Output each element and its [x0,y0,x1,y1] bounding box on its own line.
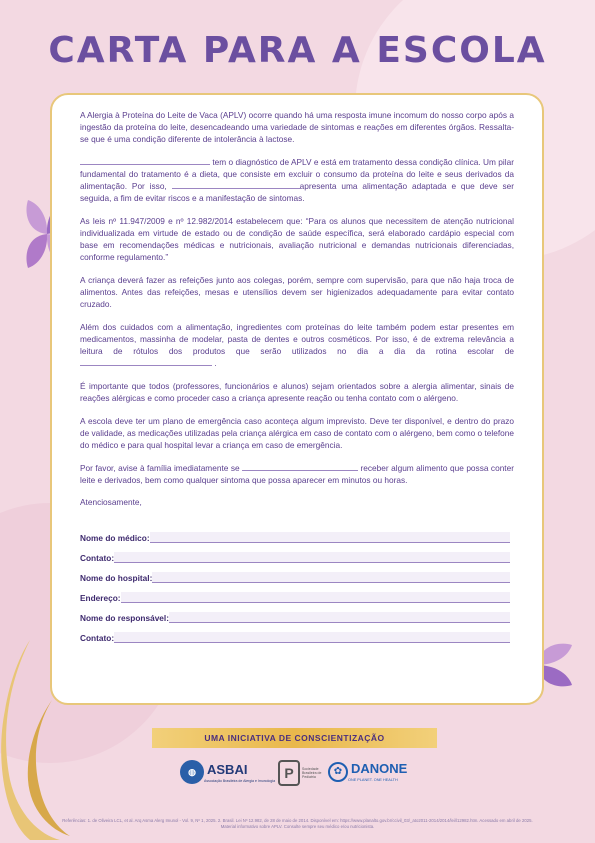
field-label: Contato: [80,553,115,563]
initiative-banner: UMA INICIATIVA DE CONSCIENTIZAÇÃO [152,728,437,748]
field-label: Nome do hospital: [80,573,153,583]
paragraph-text: apresenta uma alimentação adaptada e que deve ser seguida, a fim de evitar riscos e a manifestação de sintomas. [80,181,514,203]
guardian-name-field[interactable] [80,603,514,623]
field-label: Nome do responsável: [80,613,169,623]
letter-card [50,93,544,705]
contact-input[interactable] [114,552,510,563]
address-field[interactable] [80,583,514,603]
contact-field[interactable] [80,543,514,563]
doctor-name-input[interactable] [150,532,510,543]
asbai-globe-icon: ◍ [180,760,204,784]
paragraph-emergency: A escola deve ter um plano de emergência caso aconteça algum imprevisto. Deve ter disponível, e dentro do prazo de validade, as medicações utilizadas pela criança alérgica em caso de contato com o alérgeno, bem como o telefone do médico e para qual hospital levar a criança em caso de emergência. [80,416,514,450]
paragraph-ingredients [80,321,514,369]
paragraph-meals: A criança deverá fazer as refeições junto aos colegas, porém, sempre com supervisão, para que não haja troca de alimentos. Antes das refeições, mesas e utensílios devem ser higienizados adequadamente para evitar contato cruzado. [80,275,514,309]
doctor-name-field[interactable] [80,523,514,543]
asbai-name: ASBAI [207,762,248,777]
field-label: Nome do médico: [80,533,150,543]
address-input[interactable] [121,592,510,603]
sbp-mark-icon: P [278,760,300,786]
child-name-blank[interactable] [80,156,210,165]
field-label: Contato: [80,633,115,643]
sbp-subtitle: Sociedade Brasileira de Pediatria [302,767,322,779]
sbp-logo [278,760,334,786]
asbai-logo [180,760,275,784]
paragraph-text: Além dos cuidados com a alimentação, ingredientes com proteínas do leite também podem estar presentes em medicamentos, massinha de modelar, pasta de dentes e outros cosméticos. Por isso, é de extrema relevância a leitura de rótulos dos produtos que serão utilizados no dia a dia da rotina escolar de [80,322,514,356]
paragraph-text: receber algum alimento que possa conter leite e derivados, bem como qualquer sintoma que possa aparecer em minutos ou horas. [80,463,514,485]
paragraph-notify-family [80,462,514,486]
danone-name: DANONE [351,761,408,776]
asbai-subtitle: Associação Brasileira de Alergia e Imunologia [204,779,276,783]
child-name-blank[interactable] [242,462,358,471]
paragraph-diagnosis [80,156,514,204]
child-name-blank[interactable] [80,357,212,366]
sponsor-logos [0,760,595,800]
child-name-blank[interactable] [172,180,300,189]
hospital-name-input[interactable] [152,572,510,583]
paragraph-orientation: É importante que todos (professores, funcionários e alunos) sejam orientados sobre a alergia alimentar, sinais de reações alérgicas e como proceder caso a criança apresente reação ou tenha contato com o alérgeno. [80,381,514,403]
paragraph-laws: As leis nº 11.947/2009 e nº 12.982/2014 estabelecem que: “Para os alunos que necessitem de atenção nutricional individualizada em virtude de estado ou de condição de saúde específica, será elaborado cardápio especial com base em recomendações médicas e nutricionais, avaliação nutricional e demandas nutricionais diferenciadas, conforme regulamento.” [80,216,514,262]
paragraph-aplv-intro: A Alergia à Proteína do Leite de Vaca (APLV) ocorre quando há uma resposta imune incomum do nosso corpo após a ingestão da proteína do leite, desencadeando uma variedade de sintomas e reações em diferentes órgãos. Ressalta-se que é uma condição diferente de intolerância à lactose. [80,110,514,144]
danone-logo [328,760,407,783]
page-title: CARTA PARA A ESCOLA [48,30,547,71]
hospital-name-field[interactable] [80,563,514,583]
field-label: Endereço: [80,593,121,603]
guardian-contact-field[interactable] [80,623,514,643]
danone-tagline: ONE PLANET. ONE HEALTH [348,778,398,782]
danone-emblem-icon: ✿ [328,762,348,782]
guardian-contact-input[interactable] [114,632,510,643]
closing-text: Atenciosamente, [80,497,142,507]
paragraph-text: Por favor, avise à família imediatamente se [80,463,243,473]
guardian-name-input[interactable] [169,612,510,623]
paragraph-text: tem o diagnóstico de APLV e está em tratamento dessa condição clínica. Um pilar fundamental do tratamento é a dieta, que consiste em excluir o consumo da proteína do leite e seus derivados da alimentação. Por isso, [80,157,514,191]
paragraph-text: . [212,358,217,368]
references-footnote: Referências: 1. de Oliveira LCL, et al. Arq Asma Alerg Imunol - Vol. 9, Nº 1, 2025. 2. Brasil. Lei Nº 12.982, de 28 de maio de 2014. Disponível em: https://www.planalto.gov.br/ccivil_03/_ato2011-2014/2014/lei/l12982.htm. Acessado em abril de 2025. Material informativo sobre APLV. Consulte sempre seu médico e/ou nutricionista. [62,818,533,829]
